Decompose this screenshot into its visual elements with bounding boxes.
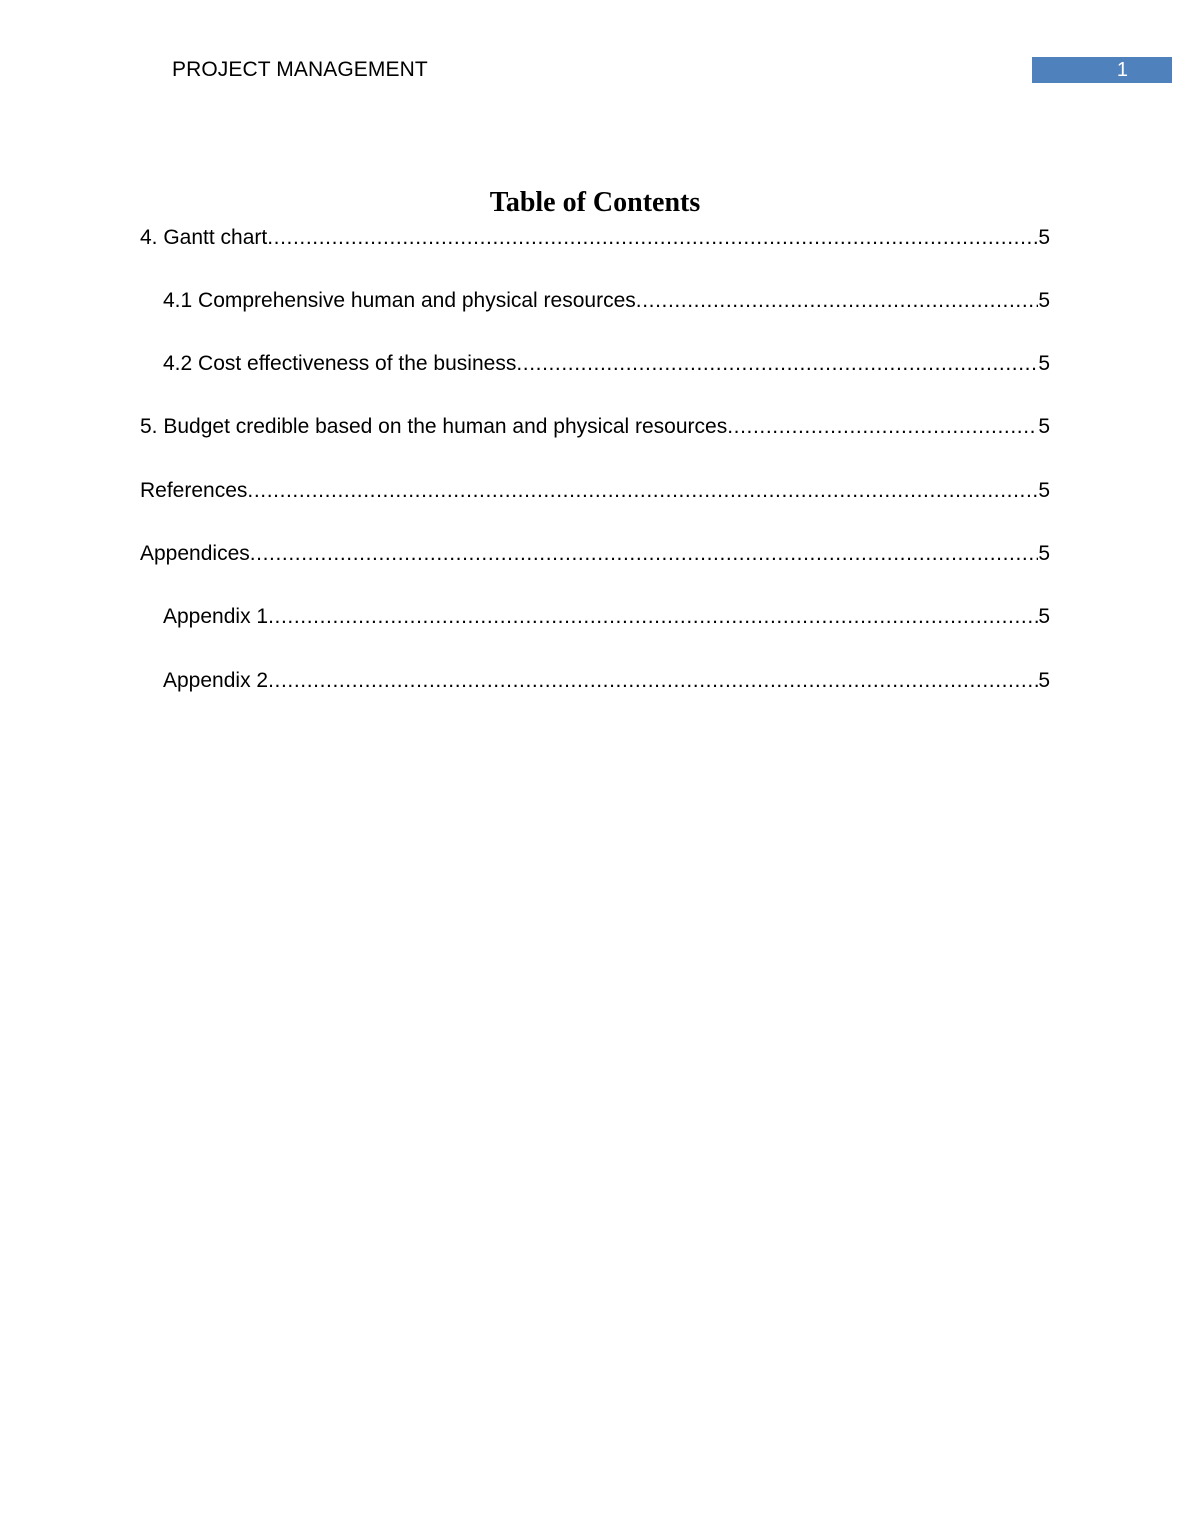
toc-entry-references[interactable]: [140, 476, 1050, 504]
toc-entry-page: 5: [1038, 415, 1050, 438]
toc-entry-page: 5: [1038, 289, 1050, 312]
toc-entry-budget-credible[interactable]: [140, 412, 1050, 440]
toc-entry-label: 5. Budget credible based on the human and physical resources: [140, 415, 728, 438]
toc-dot-leader: [250, 541, 1039, 567]
toc-entry-comprehensive-resources[interactable]: [163, 286, 1050, 314]
toc-dot-leader: [268, 604, 1038, 630]
toc-entry-page: 5: [1038, 352, 1050, 375]
toc-entry-label: 4. Gantt chart: [140, 226, 268, 249]
page-number-badge: 1: [1032, 57, 1172, 83]
toc-entry-label: Appendix 2: [163, 669, 269, 692]
toc-dot-leader: [268, 668, 1038, 694]
toc-entry-page: 5: [1038, 605, 1050, 628]
header-title: PROJECT MANAGEMENT: [172, 58, 428, 81]
toc-entry-label: Appendix 1: [163, 605, 269, 628]
toc-entry-appendix-2[interactable]: [163, 666, 1050, 694]
toc-dot-leader: [636, 288, 1039, 314]
toc-dot-leader: [267, 225, 1038, 251]
toc-entry-page: 5: [1038, 226, 1050, 249]
toc-dot-leader: [247, 478, 1038, 504]
toc-entry-page: 5: [1038, 542, 1050, 565]
toc-title: Table of Contents: [489, 187, 701, 218]
toc-dot-leader: [516, 351, 1038, 377]
toc-entry-label: 4.2 Cost effectiveness of the business: [163, 352, 517, 375]
toc-entry-gantt-chart[interactable]: [140, 223, 1050, 251]
toc-dot-leader: [727, 414, 1038, 440]
toc-entry-appendix-1[interactable]: [163, 602, 1050, 630]
toc-entry-page: 5: [1038, 669, 1050, 692]
toc-entry-label: References: [140, 479, 248, 502]
toc-entry-label: 4.1 Comprehensive human and physical resources: [163, 289, 636, 312]
toc-entry-appendices[interactable]: [140, 539, 1050, 567]
toc-entry-label: Appendices: [140, 542, 250, 565]
toc-entry-page: 5: [1038, 479, 1050, 502]
toc-entry-cost-effectiveness[interactable]: [163, 349, 1050, 377]
